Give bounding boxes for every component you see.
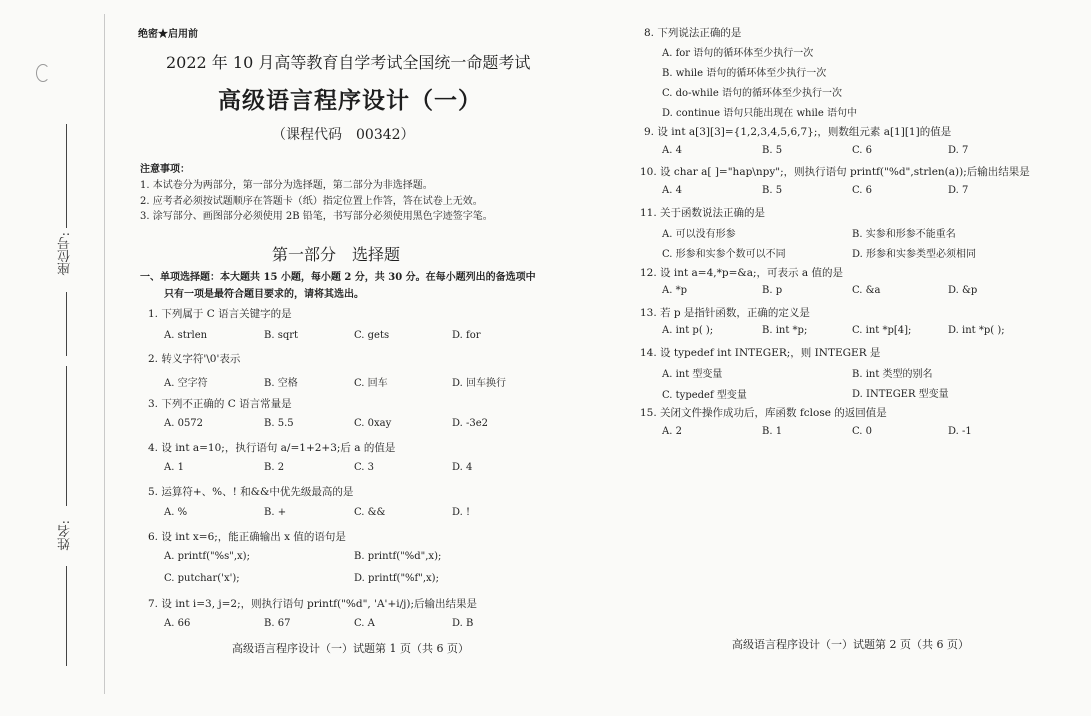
option-c: C. 形参和实参个数可以不同 [662,249,786,260]
option-c: C. 0 [852,426,873,437]
section-title: 第一部分 选择题 [272,245,401,264]
option-a: A. 可以没有形参 [662,229,736,240]
seat-number-label [54,232,78,275]
option-b: B. 5 [762,185,783,196]
seat-line-lower [66,292,67,356]
option-a: A. 2 [662,426,682,437]
secrecy-mark: 绝密★启用前 [138,29,198,40]
option-b: B. p [762,285,783,296]
option-c: C. A [354,618,375,629]
option-d: D. B [452,618,474,629]
option-c: C. 6 [852,185,873,196]
name-line-lower [66,566,67,666]
option-b: B. while 语句的循环体至少执行一次 [662,68,827,79]
option-a: A. 4 [662,145,682,156]
seat-label-text: 座位号: [58,232,73,276]
notice-heading: 注意事项： [140,164,190,175]
option-c: C. 0xay [354,418,392,429]
option-b: B. sqrt [264,330,299,341]
page-footer-right: 高级语言程序设计（一）试题第 2 页（共 6 页） [732,638,969,651]
section-instruction: 一、单项选择题：本大题共 15 小题，每小题 2 分，共 30 分。在每小题列出的备选项中 [140,272,536,283]
option-a: A. *p [662,285,687,296]
question-stem: 8. 下列说法正确的是 [644,27,742,39]
option-b: B. int *p; [762,325,808,336]
option-a: A. int p( ); [662,325,714,336]
option-d: D. int *p( ); [948,325,1005,336]
question-stem: 1. 下列属于 C 语言关键字的是 [148,308,292,320]
option-a: A. 空字符 [164,378,208,389]
option-a: A. 66 [164,618,191,629]
question-stem: 4. 设 int a=10;，执行语句 a/=1+2+3;后 a 的值是 [148,442,396,454]
option-a: A. 0572 [164,418,204,429]
option-c: C. && [354,507,386,518]
question-stem: 15. 关闭文件操作成功后，库函数 fclose 的返回值是 [640,407,887,419]
exam-title: 2022 年 10 月高等教育自学考试全国统一命题考试 [166,53,531,72]
option-b: B. 1 [762,426,783,437]
question-stem: 14. 设 typedef int INTEGER;，则 INTEGER 是 [640,347,881,359]
section-instruction: 只有一项是最符合题目要求的，请将其选出。 [164,289,364,300]
option-d: D. continue 语句只能出现在 while 语句中 [662,108,857,119]
notice-item: 1. 本试卷分为两部分，第一部分为选择题，第二部分为非选择题。 [140,180,433,191]
option-a: A. 1 [164,462,184,473]
option-d: D. &p [948,285,978,296]
option-c: C. typedef 型变量 [662,390,747,401]
question-stem: 7. 设 int i=3, j=2;，则执行语句 printf("%d", 'A'+i/j);后输出结果是 [148,598,478,610]
question-stem: 11. 关于函数说法正确的是 [640,207,766,219]
option-b: B. printf("%d",x); [354,551,442,562]
option-d: D. INTEGER 型变量 [852,389,949,400]
option-c: C. gets [354,330,390,341]
option-c: C. do-while 语句的循环体至少执行一次 [662,88,842,99]
name-line-upper [66,366,67,506]
question-stem: 12. 设 int a=4,*p=&a;，可表示 a 值的是 [640,267,843,279]
notice-item: 2. 应考者必须按试题顺序在答题卡（纸）指定位置上作答，答在试卷上无效。 [140,196,483,207]
option-a: A. for 语句的循环体至少执行一次 [662,48,814,59]
question-stem: 5. 运算符+、%、! 和&&中优先级最高的是 [148,486,354,498]
option-d: D. 形参和实参类型必须相同 [852,249,977,260]
option-c: C. 3 [354,462,375,473]
fold-line [104,14,105,694]
option-c: C. &a [852,285,881,296]
option-a: A. printf("%s",x); [164,551,250,562]
option-a: A. int 型变量 [662,369,723,380]
option-b: B. 5 [762,145,783,156]
question-stem: 2. 转义字符'\0'表示 [148,353,241,365]
option-c: C. putchar('x'); [164,573,240,584]
option-c: C. int *p[4]; [852,325,912,336]
option-b: B. + [264,507,287,518]
option-a: A. 4 [662,185,682,196]
option-d: D. printf("%f",x); [354,573,439,584]
course-title: 高级语言程序设计（一） [218,87,482,114]
option-c: C. 回车 [354,378,388,389]
option-d: D. ! [452,507,471,518]
option-b: B. 5.5 [264,418,294,429]
course-code: （课程代码 00342） [272,127,415,143]
question-stem: 6. 设 int x=6;，能正确输出 x 值的语句是 [148,531,346,543]
question-stem: 3. 下列不正确的 C 语言常量是 [148,398,292,410]
seat-line-upper [66,124,67,228]
option-d: D. for [452,330,481,341]
option-d: D. -1 [948,426,972,437]
option-d: D. 7 [948,185,969,196]
punch-hole-mark [36,64,50,82]
option-d: D. 7 [948,145,969,156]
option-d: D. 回车换行 [452,378,507,389]
option-a: A. strlen [164,330,208,341]
option-d: D. -3e2 [452,418,489,429]
name-label [54,520,78,550]
notice-item: 3. 涂写部分、画图部分必须使用 2B 铅笔，书写部分必须使用黑色字迹签字笔。 [140,211,493,222]
option-b: B. 67 [264,618,291,629]
option-b: B. int 类型的别名 [852,369,933,380]
option-d: D. 4 [452,462,473,473]
option-b: B. 实参和形参不能重名 [852,229,956,240]
option-b: B. 2 [264,462,285,473]
option-b: B. 空格 [264,378,298,389]
option-a: A. % [164,507,188,518]
option-c: C. 6 [852,145,873,156]
question-stem: 9. 设 int a[3][3]={1,2,3,4,5,6,7};，则数组元素 a[1][1]的值是 [644,126,952,138]
question-stem: 13. 若 p 是指针函数，正确的定义是 [640,307,810,319]
question-stem: 10. 设 char a[ ]="hap\npy";，则执行语句 printf("%d",strlen(a));后输出结果是 [640,166,1030,178]
page-footer-left: 高级语言程序设计（一）试题第 1 页（共 6 页） [232,642,469,655]
name-label-text: 姓名: [58,520,73,551]
